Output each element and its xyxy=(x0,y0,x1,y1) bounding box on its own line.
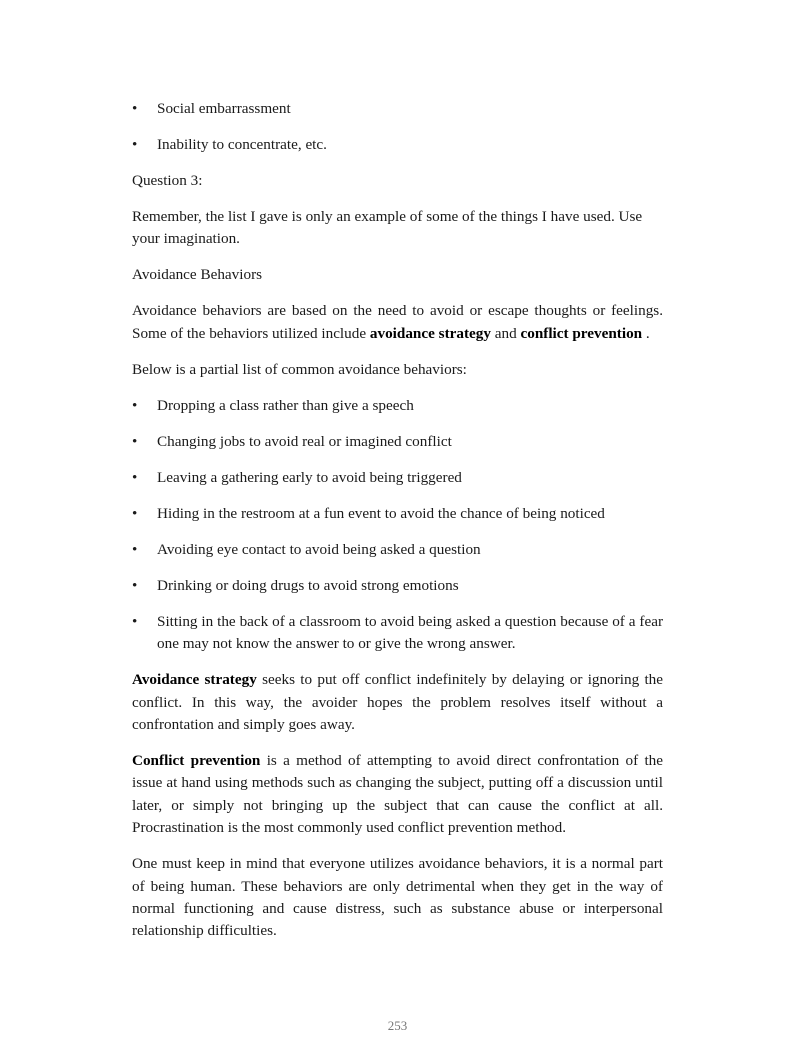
bullet-icon: • xyxy=(132,540,138,558)
bullet-icon: • xyxy=(132,468,138,486)
list-item xyxy=(132,503,663,525)
list-item xyxy=(132,611,663,656)
list-item-text: Drinking or doing drugs to avoid strong emotions xyxy=(157,576,459,594)
bullet-icon: • xyxy=(132,136,138,153)
list-item xyxy=(132,575,663,597)
conflict-prevention-term: Conflict prevention xyxy=(132,752,261,770)
list-item-text: Dropping a class rather than give a speech xyxy=(157,396,414,414)
list-item xyxy=(132,395,663,417)
reminder-paragraph: Remember, the list I gave is only an example of some of the things I have used. Use your imagination. xyxy=(132,208,643,248)
section-title: Avoidance Behaviors xyxy=(132,266,263,284)
bullet-icon: • xyxy=(132,396,138,414)
bullet-icon: • xyxy=(132,612,138,630)
list-intro: Below is a partial list of common avoidance behaviors: xyxy=(132,360,467,378)
page-content xyxy=(132,98,663,956)
list-item xyxy=(132,98,663,120)
list-item xyxy=(132,431,663,453)
bullet-icon: • xyxy=(132,576,138,594)
page-number: 253 xyxy=(387,1018,408,1033)
intro-paragraph xyxy=(132,300,663,345)
closing-paragraph: One must keep in mind that everyone utilizes avoidance behaviors, it is a normal part of being human. These behaviors are only detrimental when they get in the way of normal functioning and cause distress, such as substance abuse or interpersonal relationship difficulties. xyxy=(132,855,663,940)
list-item xyxy=(132,134,663,156)
conflict-prevention-paragraph xyxy=(132,750,663,840)
question-label: Question 3: xyxy=(132,172,203,189)
list-item-text: Changing jobs to avoid real or imagined conflict xyxy=(157,432,452,450)
list-item-text: Social embarrassment xyxy=(157,100,291,117)
list-item-text: Inability to concentrate, etc. xyxy=(157,136,327,153)
term-conflict-prevention: conflict prevention xyxy=(520,324,643,342)
bullet-icon: • xyxy=(132,504,138,522)
avoidance-strategy-term: Avoidance strategy xyxy=(132,671,257,689)
term-avoidance-strategy: avoidance strategy xyxy=(369,324,491,342)
bullet-icon: • xyxy=(132,100,138,117)
avoidance-strategy-text: seeks to put off conflict indefinitely by delaying or ignoring the conflict. In this way, the avoider hopes the problem resolves itself without a confrontation and simply goes away. xyxy=(132,671,663,734)
list-item xyxy=(132,539,663,561)
list-item-text: Leaving a gathering early to avoid being triggered xyxy=(157,468,462,486)
list-item-text: Avoiding eye contact to avoid being asked a question xyxy=(157,540,481,558)
list-item xyxy=(132,467,663,489)
intro-end: . xyxy=(642,324,650,342)
conflict-prevention-text: is a method of attempting to avoid direct confrontation of the issue at hand using methods such as changing the subject, putting off a discussion until later, or simply not bringing up the subject that can cause the conflict at all. Procrastination is the most commonly used conflict prevention method. xyxy=(132,752,663,837)
bullet-icon: • xyxy=(132,432,138,450)
intro-mid: and xyxy=(490,324,521,342)
avoidance-strategy-paragraph xyxy=(132,669,663,736)
list-item-text: Hiding in the restroom at a fun event to avoid the chance of being noticed xyxy=(157,504,605,522)
intro-lead: Avoidance behaviors are based on the need to avoid or escape thoughts or feelings. Some of the behaviors utilized include xyxy=(132,302,663,342)
list-item-text: Sitting in the back of a classroom to avoid being asked a question because of a fear one may not know the answer to or give the wrong answer. xyxy=(157,612,663,653)
